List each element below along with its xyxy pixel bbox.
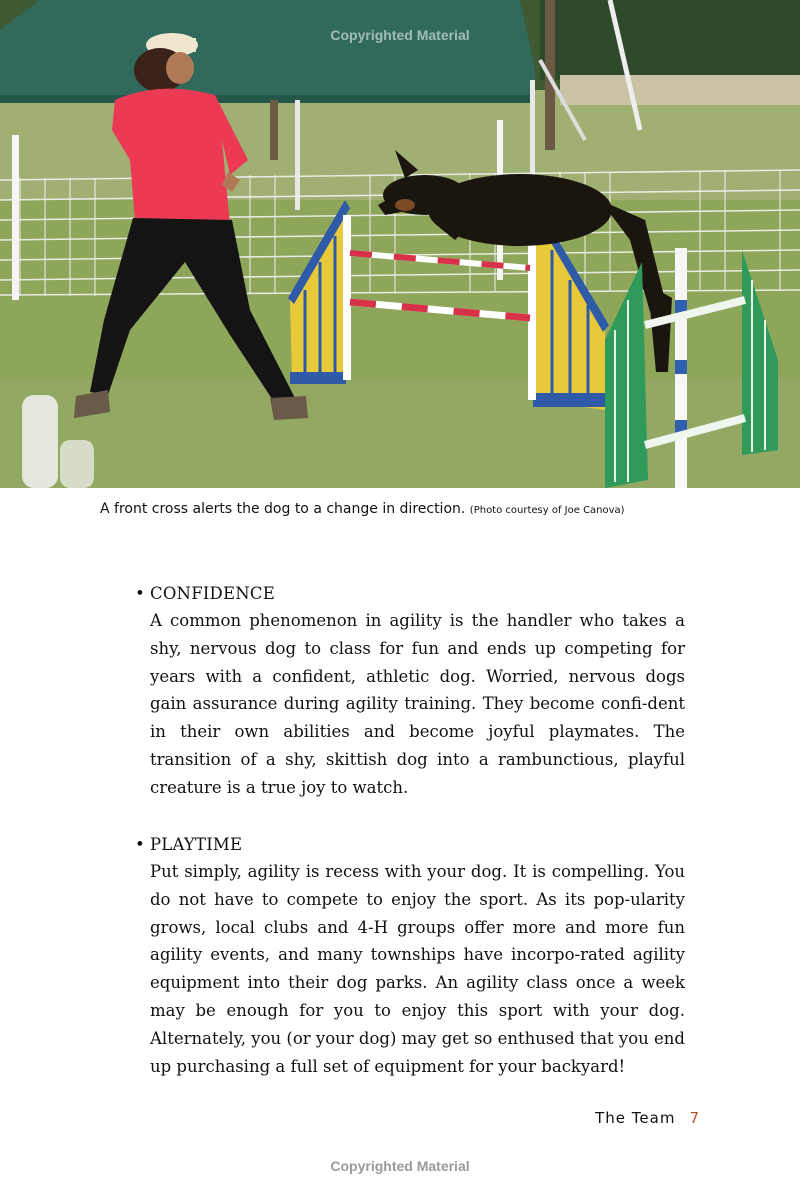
bullet-icon: •: [135, 584, 145, 603]
page-number: 7: [689, 1109, 700, 1127]
heading-text: CONFIDENCE: [150, 584, 275, 603]
section-heading: [135, 834, 685, 858]
caption-credit: (Photo courtesy of Joe Canova): [469, 505, 625, 516]
photo-caption: [100, 501, 625, 517]
section-heading: [135, 583, 685, 607]
section-playtime: [135, 834, 685, 1080]
chapter-title: The Team: [595, 1109, 676, 1127]
section-confidence: [135, 583, 685, 802]
page-footer: [595, 1109, 700, 1127]
section-paragraph: A common phenomenon in agility is the handler who takes a shy, nervous dog to class for fun and ends up competing for years with a confident, athletic dog. Worried, nervous dogs gain assurance during agility training. They become confi-dent in their own abilities and become joyful playmates. The transition of a shy, skittish dog into a rambunctious, playful creature is a true joy to watch.: [150, 611, 685, 797]
agility-photo-illustration: [0, 0, 800, 488]
heading-text: PLAYTIME: [150, 835, 243, 854]
section-paragraph: Put simply, agility is recess with your dog. It is compelling. You do not have to compete to enjoy the sport. As its pop-ularity grows, local clubs and 4-H groups offer more and more fun agility events, and many townships have incorpo-rated agility equipment into their dog parks. An agility class once a week may be enough for you to enjoy this sport with your dog. Alternately, you (or your dog) may get so enthused that you end up purchasing a full set of equipment for your backyard!: [150, 862, 685, 1076]
caption-text: A front cross alerts the dog to a change in direction.: [100, 501, 466, 517]
bullet-icon: •: [135, 835, 145, 854]
watermark-top: Copyrighted Material: [330, 27, 470, 43]
agility-photo: [0, 0, 800, 488]
watermark-bottom: Copyrighted Material: [330, 1158, 470, 1174]
